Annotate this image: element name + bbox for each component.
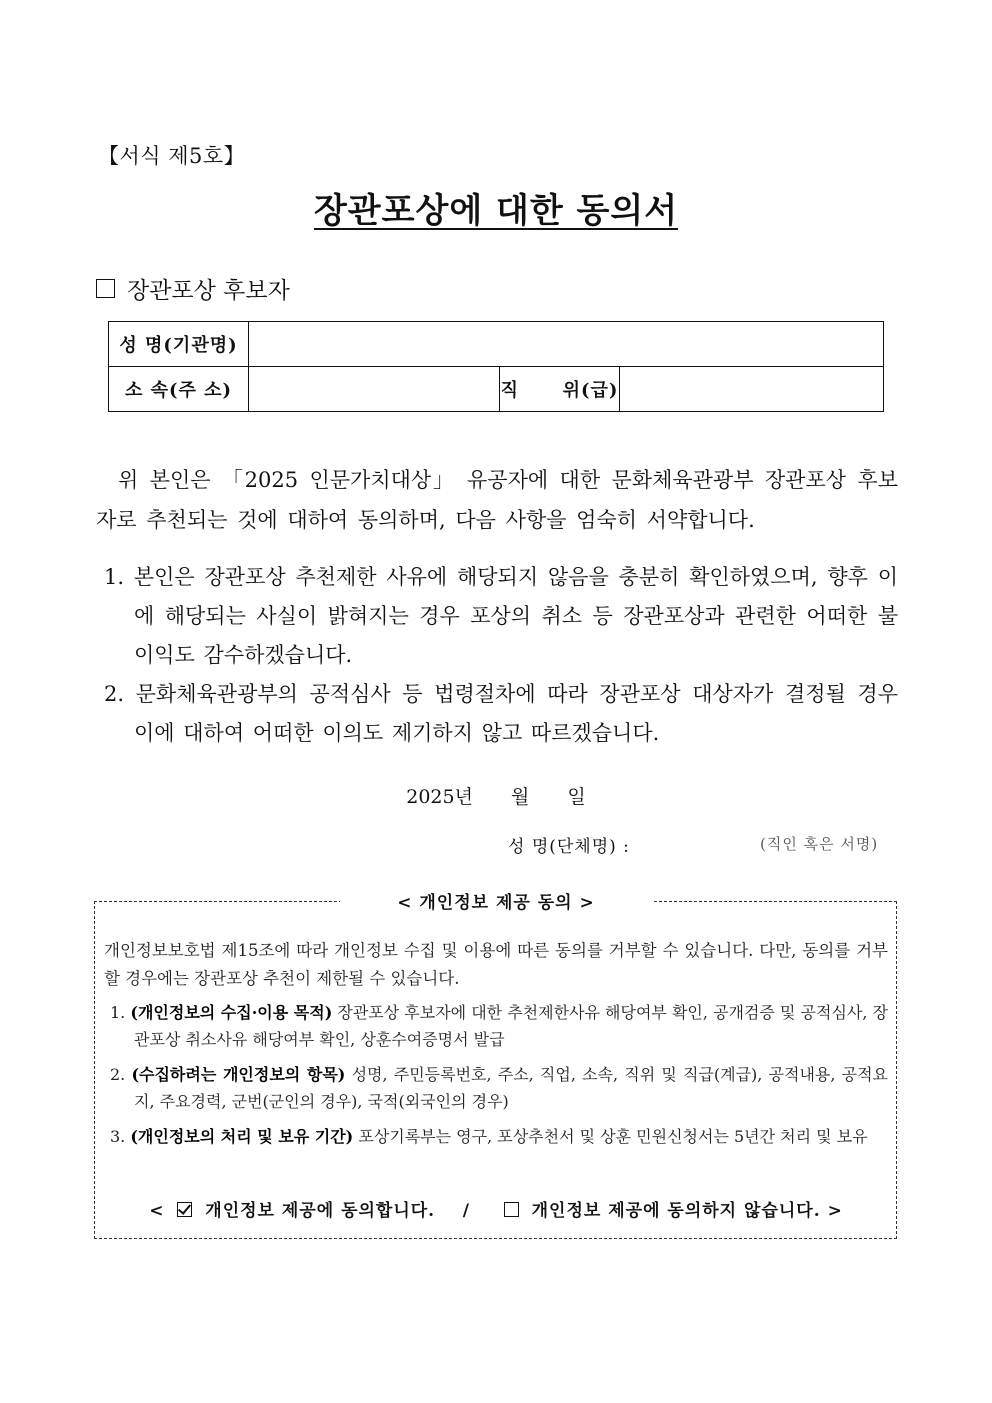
pledge-item-2: 2. 문화체육관광부의 공적심사 등 법령절차에 따라 장관포상 대상자가 결정될 경우 이에 대하여 어떠한 이의도 제기하지 않고 따르겠습니다. — [104, 682, 898, 745]
agree-checkbox[interactable] — [177, 1202, 192, 1217]
privacy-heading: < 개인정보 제공 동의 > — [340, 888, 652, 913]
privacy-intro: 개인정보보호법 제15조에 따라 개인정보 수집 및 이용에 따른 동의를 거부할 수 있습니다. 다만, 동의를 거부할 경우에는 장관포상 추천이 제한될 수 있습니다. — [104, 941, 888, 988]
agree-label: 개인정보 제공에 동의합니다. — [205, 1201, 436, 1221]
consent-open-bracket: < — [149, 1201, 165, 1221]
disagree-label: 개인정보 제공에 동의하지 않습니다. — [531, 1201, 821, 1221]
position-field[interactable] — [620, 367, 884, 412]
document-title: 장관포상에 대한 동의서 — [313, 191, 679, 231]
date-line: 2025년 월 일 — [406, 786, 586, 808]
disagree-checkbox[interactable] — [504, 1202, 519, 1217]
consent-statement: 위 본인은 「2025 인문가치대상」 유공자에 대한 문화체육관광부 장관포상 후보자로 추천되는 것에 대하여 동의하며, 다음 사항을 엄숙히 서약합니다. — [96, 468, 898, 532]
privacy-item-text: 성명, 주민등록번호, 주소, 직업, 소속, 직위 및 직급(계급), 공적내용, 공적요지, 주요경력, 군번(군인의 경우), 국적(외국인의 경우) — [134, 1065, 888, 1111]
pledge-item-1: 1. 본인은 장관포상 추천제한 사유에 해당되지 않음을 충분히 확인하였으며, 향후 이에 해당되는 사실이 밝혀지는 경우 포상의 취소 등 장관포상과 관련한 어떠한 불이익도 감수하겠습니다. — [104, 565, 898, 667]
signature-hint: (직인 혹은 서명) — [760, 835, 879, 853]
name-field[interactable] — [249, 322, 884, 367]
privacy-item-2 — [110, 1061, 888, 1115]
name-label: 성 명(기관명) — [109, 322, 249, 367]
privacy-item-title: (수집하려는 개인정보의 항목) — [131, 1065, 346, 1084]
privacy-item-title: (개인정보의 수집·이용 목적) — [130, 1003, 333, 1022]
privacy-item-number: 3. — [110, 1127, 126, 1146]
privacy-item-text: 포상기록부는 영구, 포상추천서 및 상훈 민원신청서는 5년간 처리 및 보유 — [358, 1127, 868, 1146]
candidate-section-label: 장관포상 후보자 — [127, 278, 290, 304]
privacy-item-number: 2. — [110, 1065, 126, 1084]
form-number: 【서식 제5호】 — [98, 144, 246, 168]
signature-name-label: 성 명(단체명) : — [508, 837, 630, 857]
position-label: 직 위(급) — [500, 367, 620, 412]
privacy-item-text: 장관포상 후보자에 대한 추천제한사유 해당여부 확인, 공개검증 및 공적심사, 장관포상 취소사유 해당여부 확인, 상훈수여증명서 발급 — [134, 1003, 888, 1049]
consent-separator: / — [462, 1201, 471, 1221]
candidate-section-heading — [96, 272, 290, 305]
consent-close-bracket: > — [827, 1201, 843, 1221]
affiliation-label: 소 속(주 소) — [109, 367, 249, 412]
square-bullet-icon — [96, 279, 115, 298]
privacy-item-title: (개인정보의 처리 및 보유 기간) — [130, 1127, 354, 1146]
privacy-item-number: 1. — [110, 1003, 126, 1022]
consent-choice-line — [0, 1196, 992, 1221]
affiliation-field[interactable] — [249, 367, 500, 412]
privacy-item-1 — [110, 999, 888, 1053]
candidate-info-table — [108, 321, 884, 412]
privacy-item-3 — [110, 1123, 888, 1150]
